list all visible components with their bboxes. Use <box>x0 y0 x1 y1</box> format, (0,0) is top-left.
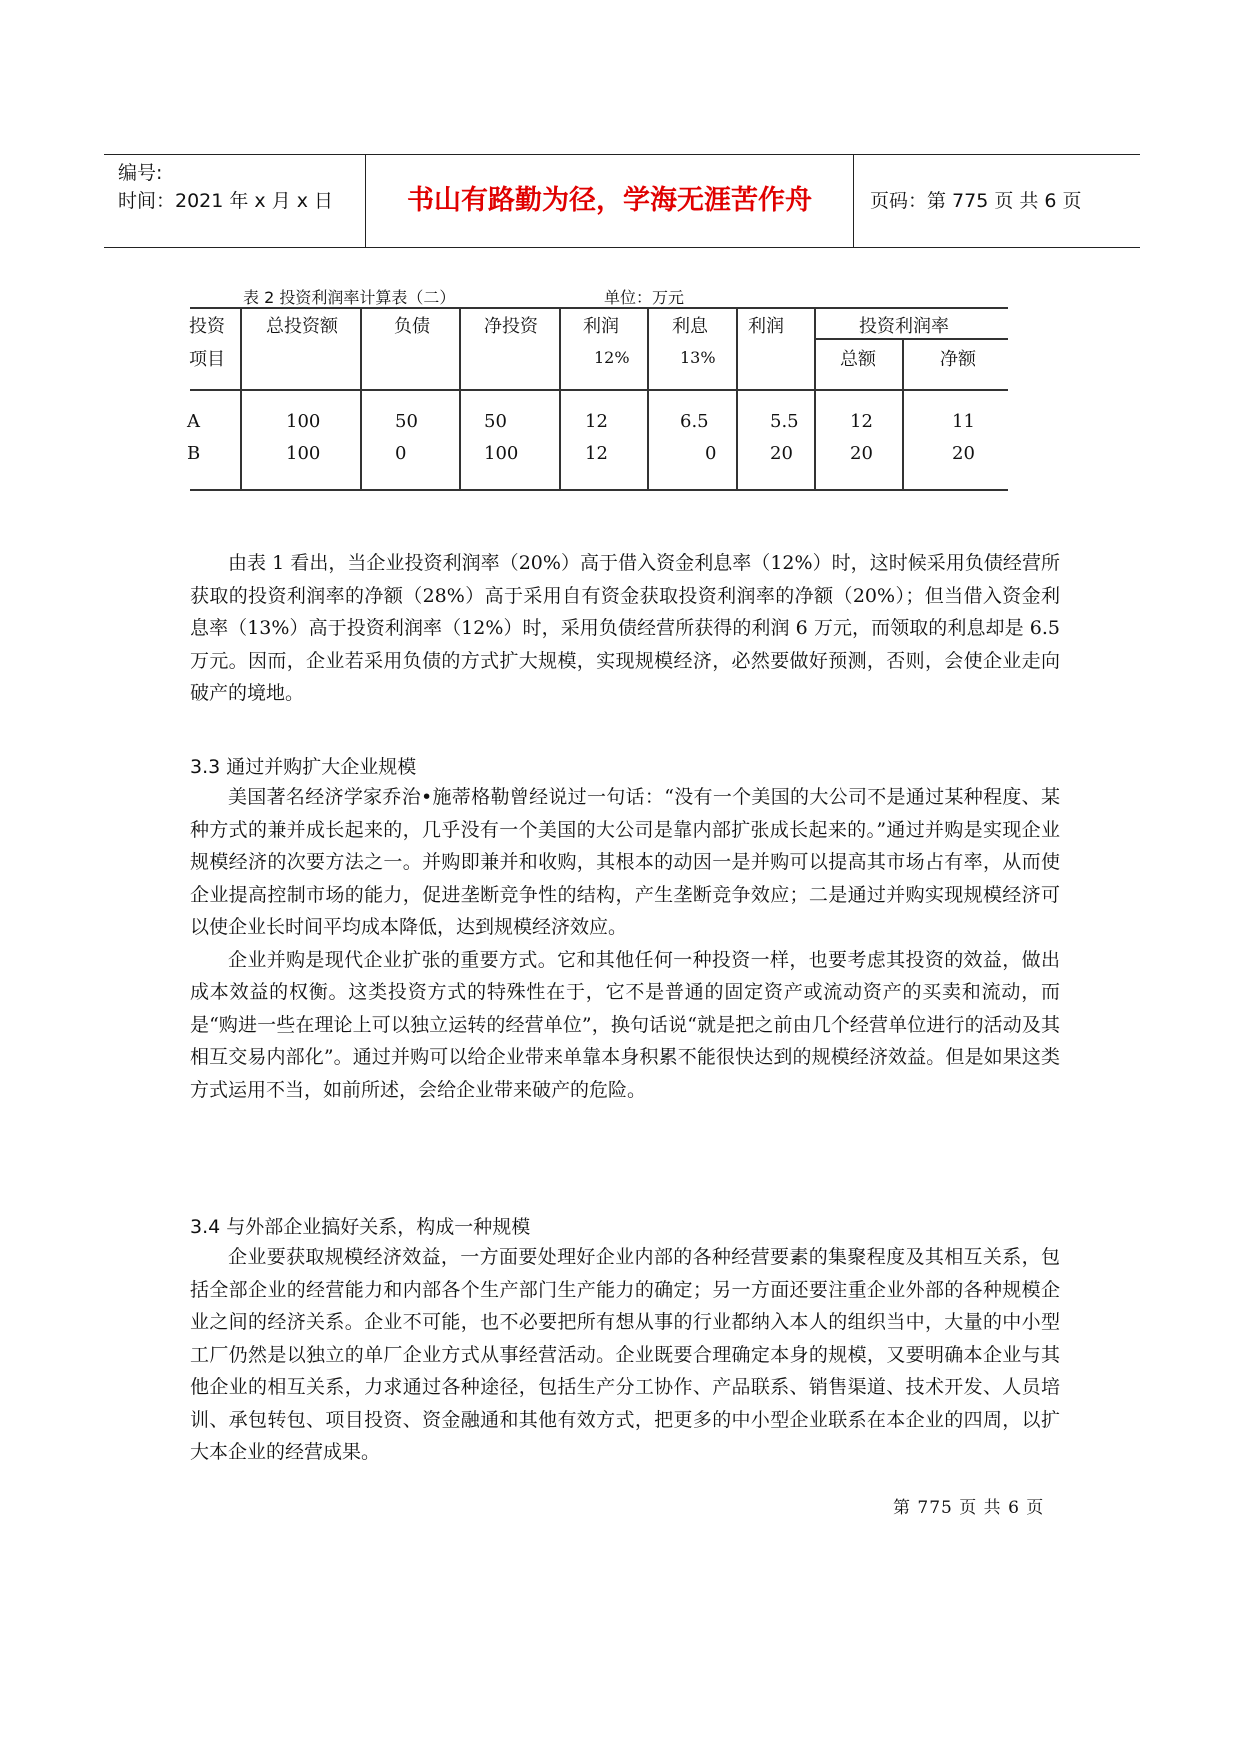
section-heading-3-3: 3.3 通过并购扩大企业规模 <box>190 756 417 778</box>
table-bottom-rule <box>190 489 1008 491</box>
body-paragraph-1 <box>190 547 1060 710</box>
table-col-rule <box>360 307 362 490</box>
code-label: 编号: <box>118 162 163 184</box>
table-col-rule <box>736 307 738 490</box>
table-unit: 单位：万元 <box>604 288 685 307</box>
header-meta <box>104 155 366 247</box>
header-profit: 利润 <box>748 316 784 337</box>
header-roi-total: 总额 <box>840 349 876 370</box>
header-motto: 书山有路勤为径，学海无涯苦作舟 <box>366 155 854 247</box>
row-a-roi-net: 11 <box>952 411 975 432</box>
row-b-profit: 20 <box>770 443 793 464</box>
row-b-roi-total: 20 <box>850 443 873 464</box>
header-interest: 利息 <box>672 316 708 337</box>
header-page-label: 页码：第 775 页 共 6 页 <box>870 190 1082 212</box>
row-a-roi-total: 12 <box>850 411 873 432</box>
table-col-rule <box>647 307 649 490</box>
row-b-debt: 0 <box>395 443 407 464</box>
table-top-rule <box>190 307 1008 309</box>
page-footer: 第 775 页 共 6 页 <box>893 1498 1045 1518</box>
page-header <box>104 154 1140 248</box>
table-col-rule <box>814 307 816 490</box>
row-b-interest: 0 <box>705 443 717 464</box>
section-3-3-para-2: 企业并购是现代企业扩张的重要方式。它和其他任何一种投资一样，也要考虑其投资的效益，做出成本效益的权衡。这类投资方式的特殊性在于，它不是普通的固定资产或流动资产的买卖和流动，而是“购进一些在理论上可以独立运转的经营单位”，换句话说“就是把之前由几个经营单位进行的活动及其相互交易内部化”。通过并购可以给企业带来单靠本身积累不能很快达到的规模经济效益。但是如果这类方式运用不当，如前所述，会给企业带来破产的危险。 <box>190 948 1060 1101</box>
row-a-interest: 6.5 <box>680 411 709 432</box>
section-heading-3-4: 3.4 与外部企业搞好关系，构成一种规模 <box>190 1216 531 1238</box>
section-3-3-body <box>190 781 1060 1106</box>
row-a-net: 50 <box>484 411 507 432</box>
roi-table <box>187 307 1008 491</box>
header-profit-rate: 利润 <box>583 316 619 337</box>
table-col-rule <box>559 307 561 490</box>
row-a-profit-rate: 12 <box>585 411 608 432</box>
row-a-label: A <box>187 411 200 432</box>
header-total: 总投资额 <box>266 316 338 337</box>
row-b-roi-net: 20 <box>952 443 975 464</box>
header-project-1: 投资 <box>189 316 225 337</box>
header-roi-net: 净额 <box>940 349 976 370</box>
row-a-profit: 5.5 <box>770 411 799 432</box>
header-project-2: 项目 <box>189 349 225 370</box>
row-b-profit-rate: 12 <box>585 443 608 464</box>
section-3-4-body <box>190 1241 1060 1469</box>
row-b-label: B <box>187 443 201 464</box>
paragraph-text: 由表 1 看出，当企业投资利润率（20%）高于借入资金利息率（12%）时，这时候采用负债经营所获取的投资利润率的净额（28%）高于采用自有资金获取投资利润率的净额（20%）；但当借入资金利息率（13%）高于投资利润率（12%）时，采用负债经营所获得的利润 6 万元，而领取的利息却是 6.5 万元。因而，企业若采用负债的方式扩大规模，实现规模经济，必然要做好预测，否则，会使企业走向破产的境地。 <box>190 552 1060 704</box>
header-roi: 投资利润率 <box>859 316 949 337</box>
row-a-total: 100 <box>286 411 321 432</box>
section-3-3-para-1: 美国著名经济学家乔治•施蒂格勒曾经说过一句话：“没有一个美国的大公司不是通过某种程度、某种方式的兼并成长起来的，几乎没有一个美国的大公司是靠内部扩张成长起来的。”通过并购是实现企业规模经济的次要方法之一。并购即兼并和收购，其根本的动因一是并购可以提高其市场占有率，从而使企业提高控制市场的能力，促进垄断竞争性的结构，产生垄断竞争效应；二是通过并购实现规模经济可以使企业长时间平均成本降低，达到规模经济效应。 <box>190 786 1060 938</box>
row-b-net: 100 <box>484 443 519 464</box>
table-header-rule <box>190 389 1008 391</box>
table-col-rule <box>902 338 904 490</box>
time-label: 时间：2021 年 x 月 x 日 <box>118 190 334 212</box>
section-3-4-para-1: 企业要获取规模经济效益，一方面要处理好企业内部的各种经营要素的集聚程度及其相互关系，包括全部企业的经营能力和内部各个生产部门生产能力的确定；另一方面还要注重企业外部的各种规模企业之间的经济关系。企业不可能，也不必要把所有想从事的行业都纳入本人的组织当中，大量的中小型工厂仍然是以独立的单厂企业方式从事经营活动。企业既要合理确定本身的规模，又要明确本企业与其他企业的相互关系，力求通过各种途径，包括生产分工协作、产品联系、销售渠道、技术开发、人员培训、承包转包、项目投资、资金融通和其他有效方式，把更多的中小型企业联系在本企业的四周，以扩大本企业的经营成果。 <box>190 1246 1060 1463</box>
header-net: 净投资 <box>484 316 538 337</box>
table-roi-sub-rule <box>814 338 1008 340</box>
table-caption: 表 2 投资利润率计算表（二） <box>243 288 456 307</box>
table-col-rule <box>240 307 242 490</box>
table-col-rule <box>459 307 461 490</box>
header-interest-value: 13% <box>680 348 716 367</box>
row-a-debt: 50 <box>395 411 418 432</box>
row-b-total: 100 <box>286 443 321 464</box>
header-profit-rate-value: 12% <box>594 348 630 367</box>
header-debt: 负债 <box>394 316 430 337</box>
